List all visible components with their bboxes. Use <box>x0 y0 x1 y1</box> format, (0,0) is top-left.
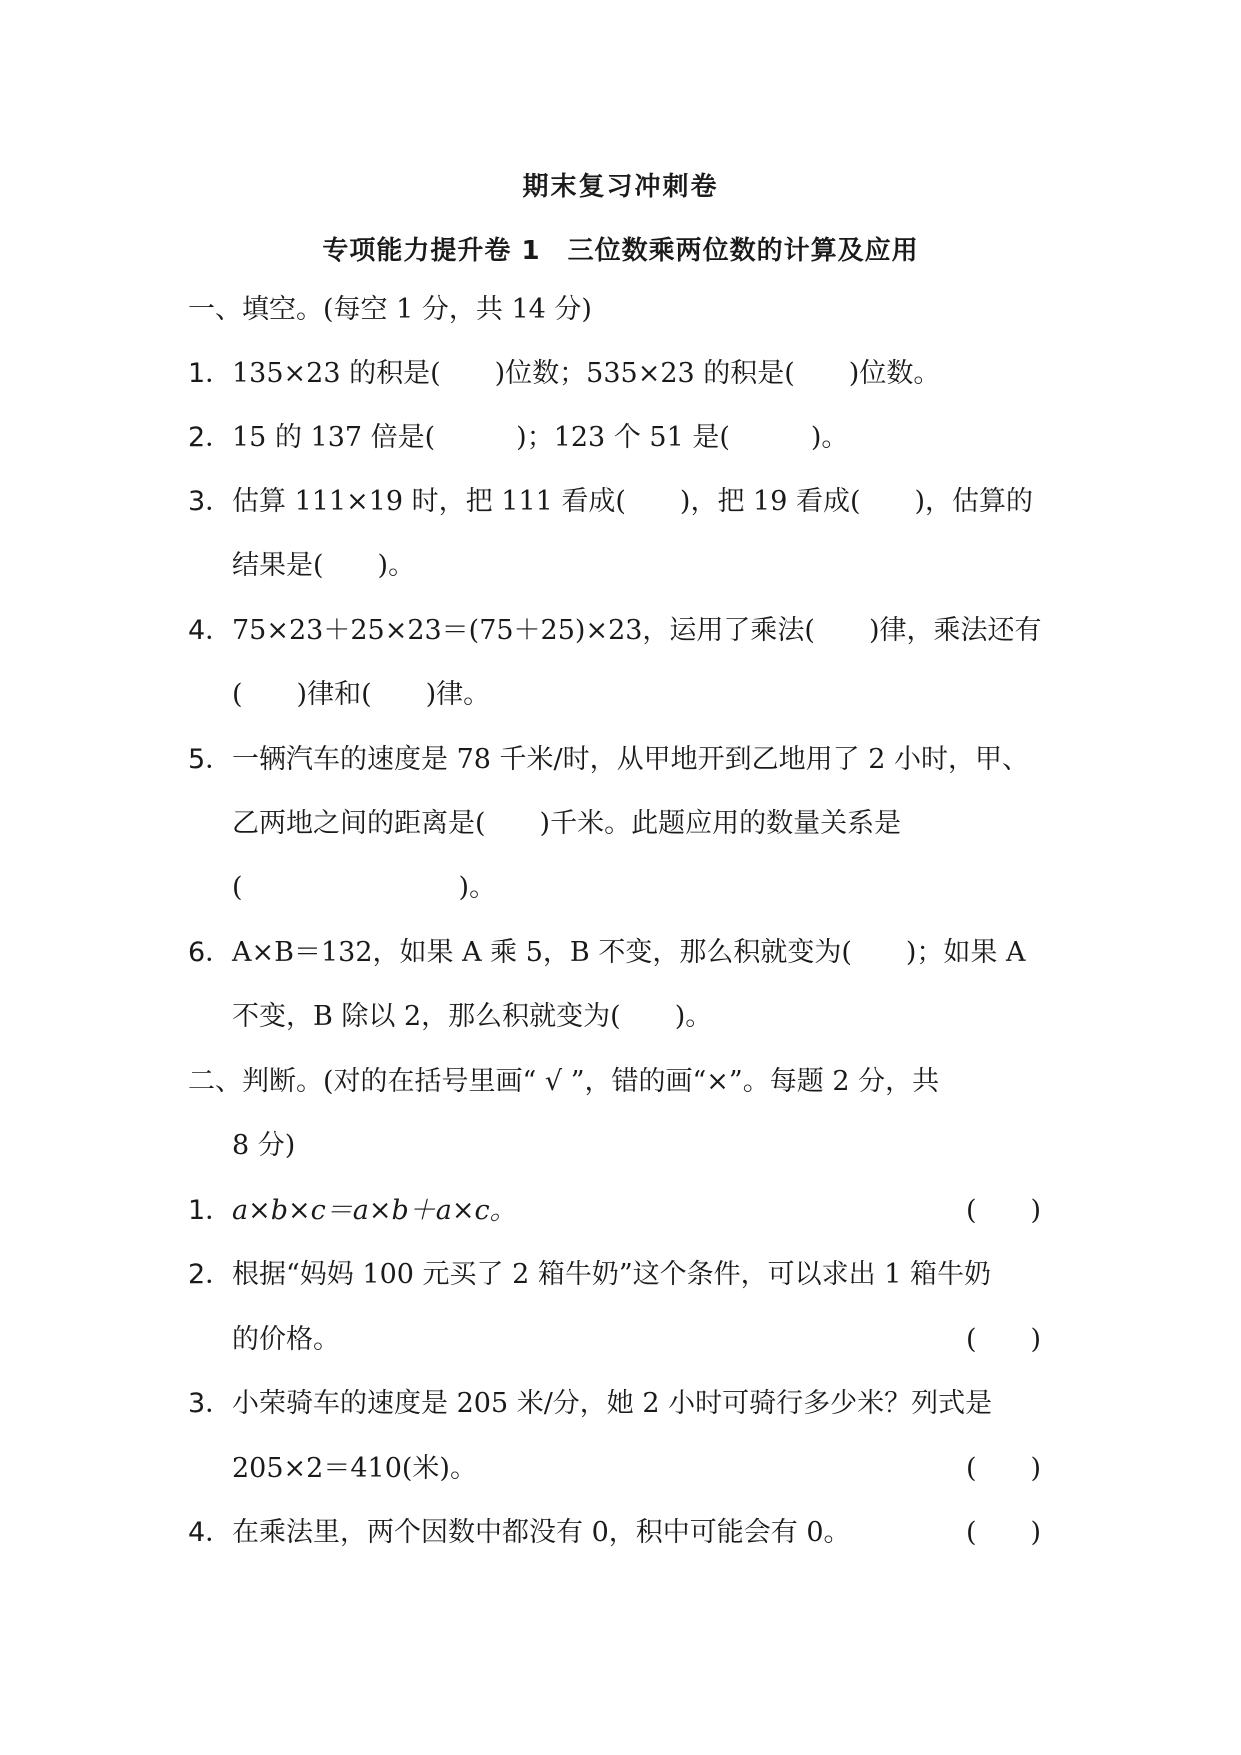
question-number: 6． <box>188 937 233 968</box>
question-text: a×b×c＝a×b＋a×c。 <box>232 1195 517 1226</box>
section-heading-fill-blank: 一、填空。(每空 1 分，共 14 分) <box>188 294 592 325</box>
question-1-2 <box>188 420 848 456</box>
question-2-4 <box>188 1515 851 1551</box>
section-heading-judgment: 二、判断。(对的在括号里画“ √ ”，错的画“×”。每题 2 分，共 <box>188 1066 940 1097</box>
question-number: 4． <box>188 615 233 646</box>
question-number: 1． <box>188 358 233 389</box>
question-1-5-continued: 乙两地之间的距离是( )千米。此题应用的数量关系是 <box>232 808 902 839</box>
question-1-5 <box>188 742 1029 778</box>
answer-parentheses: ( ) <box>966 1453 1042 1484</box>
question-number: 5． <box>188 744 233 775</box>
page-title: 期末复习冲刺卷 <box>522 172 719 202</box>
question-number: 4． <box>188 1517 233 1548</box>
question-1-6 <box>188 935 1026 971</box>
question-text: 15 的 137 倍是( )；123 个 51 是( )。 <box>232 422 849 453</box>
question-text: A×B＝132，如果 A 乘 5，B 不变，那么积就变为( )；如果 A <box>232 937 1026 968</box>
question-2-1 <box>188 1193 517 1229</box>
question-number: 2． <box>188 1259 233 1290</box>
answer-parentheses: ( ) <box>966 1324 1042 1355</box>
question-number: 1． <box>188 1195 233 1226</box>
question-1-4-continued: ( )律和( )律。 <box>232 679 491 710</box>
question-text: 一辆汽车的速度是 78 千米/时，从甲地开到乙地用了 2 小时，甲、 <box>232 744 1029 775</box>
answer-parentheses: ( ) <box>966 1517 1042 1548</box>
question-1-5-continued-2: ( )。 <box>232 872 497 903</box>
question-1-4 <box>188 613 1042 649</box>
question-2-3 <box>188 1386 992 1422</box>
question-2-2 <box>188 1257 991 1293</box>
question-2-3-continued: 205×2＝410(米)。 <box>232 1453 477 1484</box>
question-text: 135×23 的积是( )位数；535×23 的积是( )位数。 <box>232 358 941 389</box>
question-2-2-continued: 的价格。 <box>232 1324 340 1355</box>
section-heading-judgment-continued: 8 分) <box>232 1130 296 1161</box>
question-text: 小荣骑车的速度是 205 米/分，她 2 小时可骑行多少米？列式是 <box>232 1388 993 1419</box>
question-text: 在乘法里，两个因数中都没有 0，积中可能会有 0。 <box>232 1517 851 1548</box>
question-1-1 <box>188 356 940 392</box>
question-text: 75×23＋25×23＝(75＋25)×23，运用了乘法( )律，乘法还有 <box>232 615 1042 646</box>
question-text: 根据“妈妈 100 元买了 2 箱牛奶”这个条件，可以求出 1 箱牛奶 <box>232 1259 991 1290</box>
page-subtitle: 专项能力提升卷 1 三位数乘两位数的计算及应用 <box>322 236 919 266</box>
question-1-6-continued: 不变，B 除以 2，那么积就变为( )。 <box>232 1001 713 1032</box>
question-text: 估算 111×19 时，把 111 看成( )，把 19 看成( )，估算的 <box>232 486 1034 517</box>
answer-parentheses: ( ) <box>966 1195 1042 1226</box>
question-1-3 <box>188 484 1033 520</box>
question-number: 3． <box>188 1388 233 1419</box>
question-1-3-continued: 结果是( )。 <box>232 550 416 581</box>
question-number: 2． <box>188 422 233 453</box>
question-number: 3． <box>188 486 233 517</box>
